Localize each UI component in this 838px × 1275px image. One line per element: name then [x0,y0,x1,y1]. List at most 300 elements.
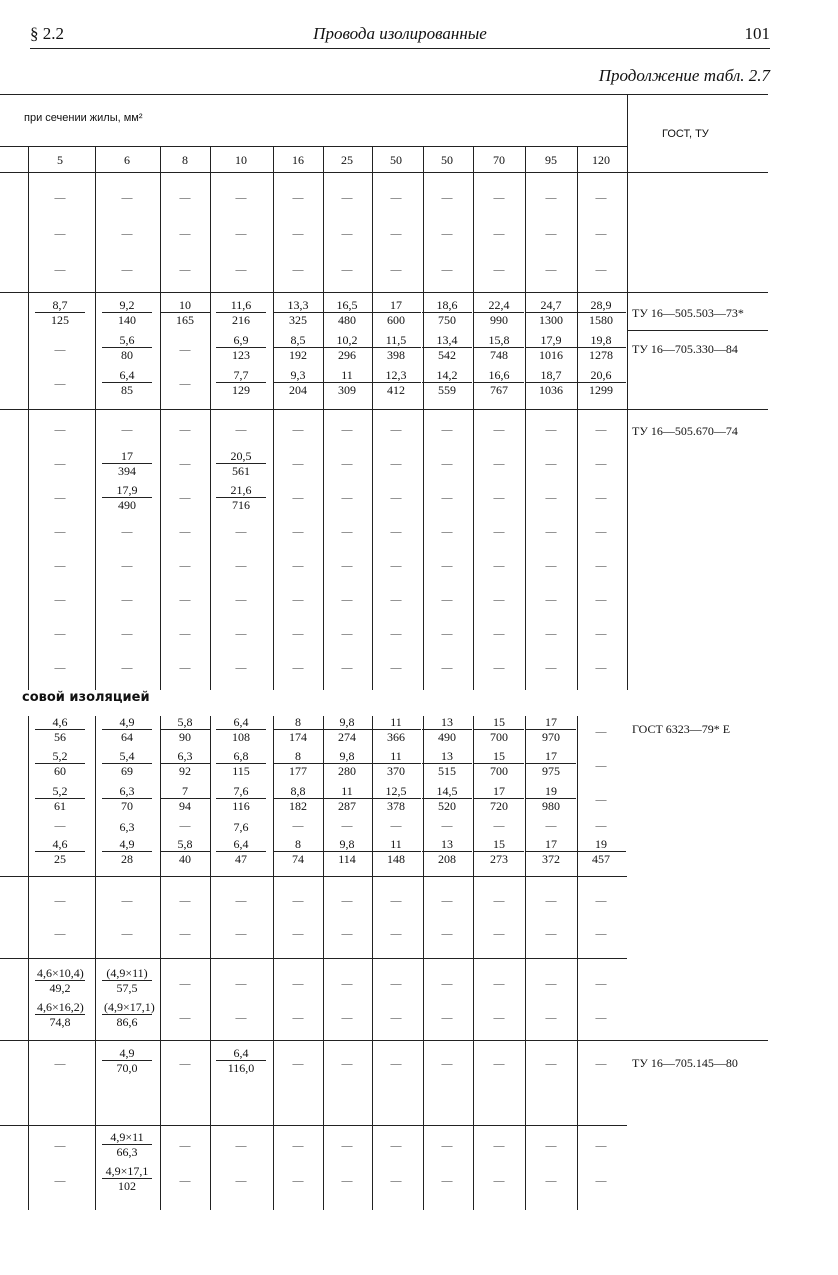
column-rule [423,1040,424,1125]
table-cell-fraction [216,749,266,778]
table-cell-dash: — [441,820,453,832]
column-rule [577,1125,578,1210]
row-rule [0,1125,627,1126]
cell-value-top: 22,4 [474,298,524,313]
table-cell-dash: — [595,760,607,772]
table-cell-dash: — [390,662,402,674]
table-cell-fraction [371,715,421,744]
column-rule [210,146,211,690]
column-rule [160,958,161,1040]
cell-value-bottom: 208 [438,852,456,866]
table-cell-dash: — [493,264,505,276]
table-cell-fraction [35,966,85,995]
cell-value-bottom: 123 [232,348,250,362]
table-cell-dash: — [493,526,505,538]
cell-value-top: 12,3 [371,368,421,383]
cell-value-top: 6,4 [216,715,266,730]
table-cell-dash: — [54,378,66,390]
table-cell-dash: — [441,526,453,538]
table-cell-value: 7,6 [233,820,249,834]
group-header: при сечении жилы, мм² [24,112,143,124]
table-cell-fraction [526,749,576,778]
table-cell-dash: — [595,1012,607,1024]
table-cell-dash: — [179,1175,191,1187]
table-cell-dash: — [390,1140,402,1152]
table-cell-fraction [322,368,372,397]
table-cell-dash: — [493,928,505,940]
cell-value-top: 6,4 [216,1046,266,1061]
table-cell-dash: — [235,978,247,990]
cell-value-top: 8 [273,837,323,852]
column-header: 16 [292,153,304,167]
table-cell-dash: — [341,895,353,907]
table-cell-dash: — [493,424,505,436]
table-cell-dash: — [441,594,453,606]
column-rule [473,146,474,690]
gost-standard-label: ТУ 16—505.670—74 [632,424,738,438]
table-cell-fraction [273,333,323,362]
table-cell-fraction [102,483,152,512]
table-cell-fraction [474,298,524,327]
table-cell-dash: — [292,264,304,276]
table-cell-dash: — [121,895,133,907]
cell-value-bottom: 70 [121,799,133,813]
column-rule [577,958,578,1040]
table-cell-dash: — [179,378,191,390]
table-cell-dash: — [121,264,133,276]
gost-standard-label: ТУ 16—705.145—80 [632,1056,738,1070]
cell-value-bottom: 216 [232,313,250,327]
column-rule [28,146,29,690]
cell-value-bottom: 398 [387,348,405,362]
cell-value-bottom: 394 [118,464,136,478]
table-cell-dash: — [54,458,66,470]
table-cell-dash: — [54,628,66,640]
cell-value-bottom: 273 [490,852,508,866]
table-cell-dash: — [235,526,247,538]
cell-value-top: 9,3 [273,368,323,383]
table-cell-dash: — [179,264,191,276]
table-cell-fraction [526,368,576,397]
table-cell-dash: — [595,1140,607,1152]
table-cell-dash: — [341,820,353,832]
table-cell-fraction [576,368,626,397]
table-cell-dash: — [54,344,66,356]
cell-value-bottom: 520 [438,799,456,813]
table-cell-dash: — [441,1175,453,1187]
cell-value-bottom: 69 [121,764,133,778]
table-cell-dash: — [545,978,557,990]
cell-value-top: 15 [474,837,524,852]
cell-value-top: 18,7 [526,368,576,383]
cell-value-top: 5,2 [35,784,85,799]
table-cell-dash: — [441,560,453,572]
table-cell-dash: — [493,492,505,504]
column-rule [372,1125,373,1210]
column-rule [372,146,373,690]
table-cell-fraction [422,298,472,327]
table-cell-dash: — [54,1058,66,1070]
table-cell-dash: — [121,424,133,436]
cell-value-top: 19,8 [576,333,626,348]
table-cell-dash: — [341,458,353,470]
column-rule [273,958,274,1040]
column-rule [273,146,274,690]
column-rule [577,146,578,690]
table-cell-dash: — [545,820,557,832]
column-rule [95,716,96,876]
table-cell-dash: — [545,895,557,907]
table-cell-fraction [576,333,626,362]
cell-value-bottom: 1278 [589,348,613,362]
table-cell-dash: — [292,662,304,674]
table-cell-dash: — [595,264,607,276]
cell-value-top: 4,6 [35,837,85,852]
column-rule [95,1125,96,1210]
cell-value-bottom: 970 [542,730,560,744]
cell-value-top: 14,5 [422,784,472,799]
cell-value-top: 14,2 [422,368,472,383]
table-cell-dash: — [545,424,557,436]
table-cell-dash: — [292,628,304,640]
running-title: Провода изолированные [313,24,487,43]
table-cell-fraction [322,333,372,362]
table-cell-dash: — [441,264,453,276]
table-cell-fraction [216,837,266,866]
header-bottom-rule [0,172,768,173]
table-cell-dash: — [235,1140,247,1152]
row-rule [0,409,768,410]
cell-value-top: 8 [273,749,323,764]
table-cell-fraction [35,837,85,866]
table-cell-fraction [474,715,524,744]
cell-value-bottom: 114 [338,852,356,866]
column-rule [160,876,161,958]
table-cell-fraction [422,749,472,778]
table-cell-dash: — [341,228,353,240]
table-caption: Продолжение табл. 2.7 [598,66,770,85]
table-cell-dash: — [441,192,453,204]
table-cell-dash: — [493,1012,505,1024]
table-cell-dash: — [493,662,505,674]
column-rule [323,958,324,1040]
cell-value-bottom: 287 [338,799,356,813]
cell-value-top: 6,4 [216,837,266,852]
table-cell-fraction [102,1046,152,1075]
gost-standard-label: ГОСТ 6323—79* Е [632,722,731,736]
table-cell-fraction [35,749,85,778]
column-rule [525,1040,526,1125]
cell-value-bottom: 480 [338,313,356,327]
cell-value-bottom: 1580 [589,313,613,327]
table-cell-dash: — [595,1175,607,1187]
cell-value-bottom: 748 [490,348,508,362]
table-cell-dash: — [390,1012,402,1024]
cell-value-top: 7,6 [216,784,266,799]
table-cell-dash: — [292,192,304,204]
column-rule [525,876,526,958]
cell-value-bottom: 74,8 [49,1015,71,1029]
cell-value-top: 16,6 [474,368,524,383]
table-cell-dash: — [545,1140,557,1152]
cell-value-bottom: 412 [387,383,405,397]
table-cell-dash: — [179,1012,191,1024]
table-top-rule [0,94,768,95]
table-cell-fraction [35,784,85,813]
table-cell-fraction [576,837,626,866]
cell-value-bottom: 280 [338,764,356,778]
row-rule [0,876,627,877]
table-cell-dash: — [341,594,353,606]
cell-value-top: 8 [273,715,323,730]
table-cell-dash: — [390,228,402,240]
table-cell-dash: — [179,228,191,240]
cell-value-top: 4,6 [35,715,85,730]
table-cell-dash: — [292,1140,304,1152]
table-cell-fraction [322,298,372,327]
column-header: 25 [341,153,353,167]
cell-value-bottom: 542 [438,348,456,362]
table-cell-fraction [102,298,152,327]
table-cell-dash: — [235,1175,247,1187]
table-cell-fraction [216,1046,266,1075]
column-rule [473,1040,474,1125]
cell-value-bottom: 61 [54,799,66,813]
table-cell-dash: — [179,928,191,940]
gost-divider [627,330,768,331]
table-cell-dash: — [235,1012,247,1024]
column-rule [577,1040,578,1125]
cell-value-top: 12,5 [371,784,421,799]
column-header: 5 [57,153,63,167]
cell-value-bottom: 309 [338,383,356,397]
cell-value-bottom: 140 [118,313,136,327]
table-cell-dash: — [341,928,353,940]
table-cell-dash: — [441,628,453,640]
cell-value-bottom: 700 [490,730,508,744]
gost-standard-label: ТУ 16—505.503—73* [632,306,744,320]
table-cell-fraction [474,368,524,397]
table-cell-fraction [216,449,266,478]
table-cell-dash: — [493,560,505,572]
table-cell-fraction [474,784,524,813]
table-cell-dash: — [341,192,353,204]
table-cell-dash: — [179,1058,191,1070]
cell-value-top: 10 [160,298,210,313]
cell-value-top: 17 [102,449,152,464]
column-rule [372,876,373,958]
column-rule [273,1040,274,1125]
table-cell-fraction [216,368,266,397]
table-cell-dash: — [235,264,247,276]
table-cell-dash: — [292,492,304,504]
table-cell-dash: — [595,820,607,832]
table-cell-fraction [102,1000,155,1029]
cell-value-top: 8,5 [273,333,323,348]
column-header: 8 [182,153,188,167]
cell-value-bottom: 975 [542,764,560,778]
table-cell-dash: — [179,820,191,832]
table-cell-dash: — [390,424,402,436]
cell-value-top: 4,6×10,4) [37,966,84,980]
cell-value-bottom: 64 [121,730,133,744]
cell-value-bottom: 296 [338,348,356,362]
column-header: 50 [390,153,402,167]
cell-value-top: 11 [322,368,372,383]
cell-value-top: 20,5 [216,449,266,464]
table-cell-dash: — [390,492,402,504]
table-cell-dash: — [54,526,66,538]
column-rule [423,876,424,958]
table-cell-dash: — [595,192,607,204]
table-cell-dash: — [341,560,353,572]
page-number: 101 [744,24,770,43]
table-cell-fraction [322,715,372,744]
column-rule [525,146,526,690]
cell-value-bottom: 490 [438,730,456,744]
table-cell-dash: — [545,228,557,240]
gost-column-rule [627,94,628,690]
cell-value-top: 11 [371,715,421,730]
cell-value-top: 17 [474,784,524,799]
table-cell-dash: — [390,560,402,572]
cell-value-top: 19 [526,784,576,799]
column-rule [525,958,526,1040]
cell-value-top: 11 [322,784,372,799]
table-cell-dash: — [235,192,247,204]
column-rule [473,1125,474,1210]
cell-value-bottom: 129 [232,383,250,397]
table-cell-fraction [273,298,323,327]
table-cell-fraction [102,1164,152,1193]
cell-value-bottom: 980 [542,799,560,813]
table-cell-dash: — [292,978,304,990]
table-cell-fraction [160,784,210,813]
table-cell-dash: — [54,820,66,832]
table-cell-dash: — [54,594,66,606]
cell-value-bottom: 457 [592,852,610,866]
column-rule [473,958,474,1040]
table-cell-dash: — [292,424,304,436]
cell-value-bottom: 56 [54,730,66,744]
cell-value-top: 18,6 [422,298,472,313]
cell-value-top: 4,9×17,1 [102,1164,152,1179]
column-rule [273,1125,274,1210]
table-cell-dash: — [341,1058,353,1070]
table-cell-dash: — [235,928,247,940]
table-cell-dash: — [292,228,304,240]
cell-value-bottom: 1300 [539,313,563,327]
table-cell-dash: — [493,628,505,640]
cell-value-top: 24,7 [526,298,576,313]
table-cell-dash: — [441,228,453,240]
table-cell-dash: — [341,662,353,674]
table-cell-dash: — [179,1140,191,1152]
table-cell-dash: — [179,492,191,504]
cell-value-top: 9,8 [322,749,372,764]
table-cell-fraction [371,784,421,813]
column-rule [323,1125,324,1210]
table-cell-fraction [371,333,421,362]
table-cell-dash: — [341,1012,353,1024]
column-rule [28,876,29,958]
cell-value-top: 17 [371,298,421,313]
table-cell-dash: — [441,424,453,436]
cell-value-top: 17,9 [526,333,576,348]
table-cell-dash: — [54,1140,66,1152]
table-cell-dash: — [54,928,66,940]
cell-value-bottom: 116 [232,799,250,813]
table-cell-dash: — [595,928,607,940]
column-rule [28,958,29,1040]
table-cell-fraction [160,749,210,778]
table-cell-dash: — [235,662,247,674]
table-cell-dash: — [179,458,191,470]
cell-value-bottom: 204 [289,383,307,397]
table-cell-dash: — [121,228,133,240]
table-cell-dash: — [179,424,191,436]
cell-value-bottom: 274 [338,730,356,744]
table-cell-dash: — [545,1012,557,1024]
cell-value-bottom: 66,3 [116,1145,138,1159]
cell-value-top: 19 [576,837,626,852]
table-cell-dash: — [545,594,557,606]
table-cell-dash: — [595,560,607,572]
cell-value-bottom: 85 [121,383,133,397]
cell-value-bottom: 116,0 [227,1061,255,1075]
cell-value-top: 15,8 [474,333,524,348]
cell-value-top: 10,2 [322,333,372,348]
column-rule [525,1125,526,1210]
table-cell-dash: — [595,492,607,504]
table-cell-dash: — [545,662,557,674]
cell-value-bottom: 750 [438,313,456,327]
cell-value-top: 7,7 [216,368,266,383]
column-rule [423,1125,424,1210]
table-cell-dash: — [493,228,505,240]
table-cell-dash: — [595,895,607,907]
cell-value-top: 9,8 [322,715,372,730]
cell-value-top: 17 [526,715,576,730]
cell-value-top: 4,9 [102,837,152,852]
table-cell-fraction [273,837,323,866]
table-cell-dash: — [341,1175,353,1187]
cell-value-bottom: 372 [542,852,560,866]
table-cell-dash: — [545,492,557,504]
column-rule [323,876,324,958]
table-cell-fraction [216,483,266,512]
table-cell-dash: — [390,1058,402,1070]
cell-value-top: 4,9×11 [102,1130,152,1145]
table-cell-dash: — [179,192,191,204]
table-cell-dash: — [545,526,557,538]
table-cell-fraction [474,333,524,362]
cell-value-bottom: 165 [176,313,194,327]
table-cell-dash: — [292,1175,304,1187]
cell-value-bottom: 174 [289,730,307,744]
table-cell-dash: — [441,492,453,504]
table-cell-dash: — [179,526,191,538]
table-cell-fraction [474,837,524,866]
table-cell-fraction [576,298,626,327]
cell-value-top: 13 [422,715,472,730]
column-rule [95,146,96,690]
cell-value-bottom: 70,0 [116,1061,138,1075]
cell-value-top: 8,7 [35,298,85,313]
table-cell-dash: — [390,1175,402,1187]
cell-value-top: 13,4 [422,333,472,348]
cell-value-bottom: 108 [232,730,250,744]
